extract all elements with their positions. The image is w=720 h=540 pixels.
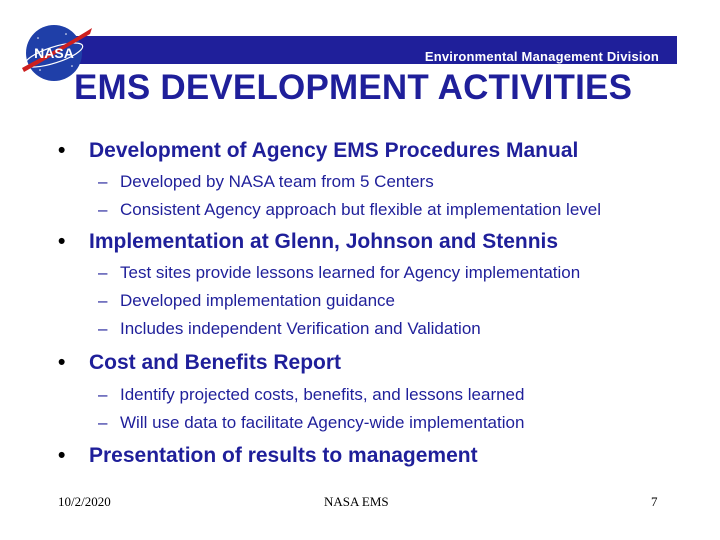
sub-bullet-item bbox=[98, 291, 395, 311]
sub-bullet-text: Identify projected costs, benefits, and lessons learned bbox=[120, 385, 525, 404]
footer-center: NASA EMS bbox=[324, 494, 389, 509]
logo-wordmark: NASA bbox=[34, 45, 74, 61]
sub-bullet-text: Test sites provide lessons learned for Agency implementation bbox=[120, 263, 581, 282]
bullet-text: Development of Agency EMS Procedures Manual bbox=[89, 139, 579, 162]
dash-icon: – bbox=[98, 200, 108, 219]
bullet-item bbox=[58, 351, 341, 375]
bullet-dot-icon: • bbox=[58, 230, 66, 253]
bullet-item bbox=[58, 230, 558, 254]
dash-icon: – bbox=[98, 172, 108, 191]
sub-bullet-item bbox=[98, 200, 601, 220]
dash-icon: – bbox=[98, 319, 108, 338]
sub-bullet-text: Developed by NASA team from 5 Centers bbox=[120, 172, 434, 191]
sub-bullet-item bbox=[98, 172, 434, 192]
bullet-dot-icon: • bbox=[58, 139, 66, 162]
sub-bullet-item bbox=[98, 413, 524, 433]
bullet-text: Presentation of results to management bbox=[89, 444, 478, 467]
dash-icon: – bbox=[98, 385, 108, 404]
sub-bullet-text: Consistent Agency approach but flexible at implementation level bbox=[120, 200, 602, 219]
sub-bullet-item bbox=[98, 385, 524, 405]
sub-bullet-item bbox=[98, 319, 481, 339]
bullet-dot-icon: • bbox=[58, 351, 66, 374]
division-label: Environmental Management Division bbox=[424, 49, 659, 64]
sub-bullet-text: Includes independent Verification and Validation bbox=[120, 319, 481, 338]
dash-icon: – bbox=[98, 413, 108, 432]
bullet-text: Cost and Benefits Report bbox=[89, 351, 342, 374]
dash-icon: – bbox=[98, 291, 108, 310]
sub-bullet-text: Will use data to facilitate Agency-wide implementation bbox=[120, 413, 525, 432]
bullet-item bbox=[58, 139, 578, 163]
bullet-dot-icon: • bbox=[58, 444, 66, 467]
sub-bullet-item bbox=[98, 263, 580, 283]
sub-bullet-text: Developed implementation guidance bbox=[120, 291, 396, 310]
bullet-text: Implementation at Glenn, Johnson and Stennis bbox=[89, 230, 559, 253]
footer-date: 10/2/2020 bbox=[58, 494, 111, 509]
slide-title: EMS DEVELOPMENT ACTIVITIES bbox=[74, 68, 633, 107]
footer-page-number: 7 bbox=[651, 494, 658, 509]
dash-icon: – bbox=[98, 263, 108, 282]
bullet-item bbox=[58, 444, 478, 468]
